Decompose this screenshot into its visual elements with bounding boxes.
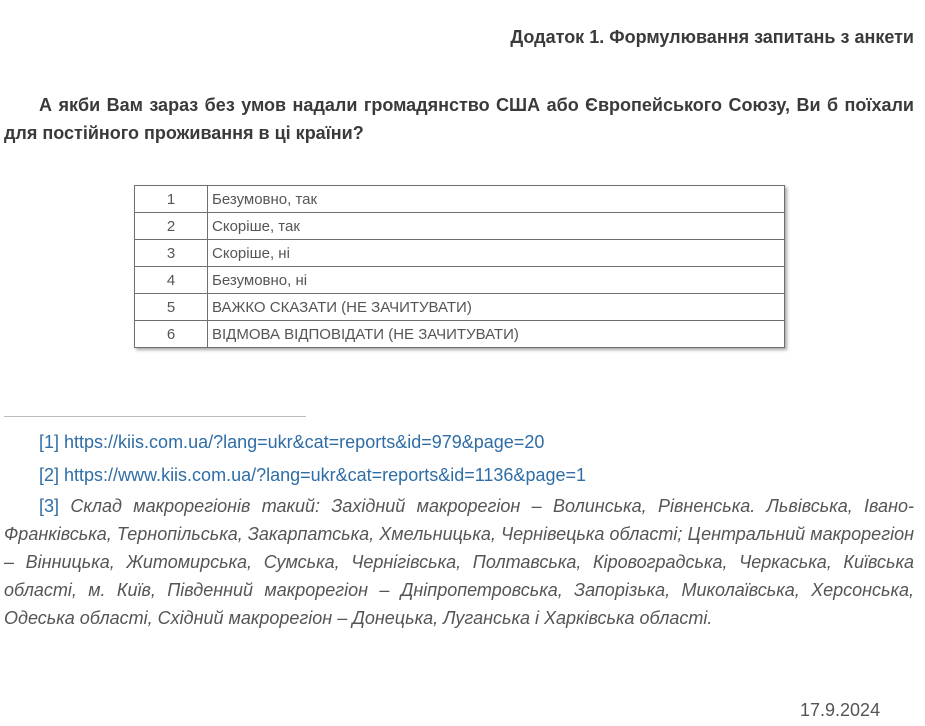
footnote-divider <box>4 416 306 417</box>
answer-options-table <box>134 185 785 348</box>
option-number: 5 <box>135 294 208 321</box>
footnote-1-url-link[interactable]: https://kiis.com.ua/?lang=ukr&cat=reports&id=979&page=20 <box>64 432 545 452</box>
footnote-3-ref-link[interactable]: [3] <box>39 496 60 516</box>
option-label: ВАЖКО СКАЗАТИ (НЕ ЗАЧИТУВАТИ) <box>208 294 785 321</box>
survey-question: А якби Вам зараз без умов надали громадянство США або Європейського Союзу, Ви б поїхали для постійного проживання в ці країни? <box>4 95 914 143</box>
option-number: 4 <box>135 267 208 294</box>
footnote-2 <box>4 461 914 489</box>
option-number: 1 <box>135 186 208 213</box>
table-row <box>135 213 785 240</box>
option-label: Скоріше, так <box>208 213 785 240</box>
table-row <box>135 267 785 294</box>
table-row <box>135 321 785 348</box>
option-label: Безумовно, так <box>208 186 785 213</box>
table-row <box>135 240 785 267</box>
appendix-title: Додаток 1. Формулювання запитань з анкети <box>510 27 914 47</box>
option-label: Скоріше, ні <box>208 240 785 267</box>
footnote-2-ref-link[interactable]: [2] <box>39 465 60 485</box>
option-label: Безумовно, ні <box>208 267 785 294</box>
option-number: 3 <box>135 240 208 267</box>
footnote-3-text: Склад макрорегіонів такий: Західний макрорегіон – Волинська, Рівненська. Львівська, Івано-Франківська, Тернопільська, Закарпатська, Хмельницька, Чернівецька області; Центральний макрорегіон – Вінницька, Житомирська, Сумська, Чернігівська, Полтавська, Кіровоградська, Черкаська, Київська області, м. Київ, Південний макрорегіон – Дніпропетровська, Запорізька, Миколаївська, Херсонська, Одеська області, Східний макрорегіон – Донецька, Луганська і Харківська області. <box>4 496 914 628</box>
table-row <box>135 294 785 321</box>
page-date: 17.9.2024 <box>800 700 881 720</box>
footnote-1 <box>4 428 914 456</box>
option-label: ВІДМОВА ВІДПОВІДАТИ (НЕ ЗАЧИТУВАТИ) <box>208 321 785 348</box>
option-number: 6 <box>135 321 208 348</box>
footnote-1-ref-link[interactable]: [1] <box>39 432 60 452</box>
footnote-2-url-link[interactable]: https://www.kiis.com.ua/?lang=ukr&cat=reports&id=1136&page=1 <box>64 465 587 485</box>
footnote-3 <box>4 492 914 632</box>
option-number: 2 <box>135 213 208 240</box>
table-row <box>135 186 785 213</box>
